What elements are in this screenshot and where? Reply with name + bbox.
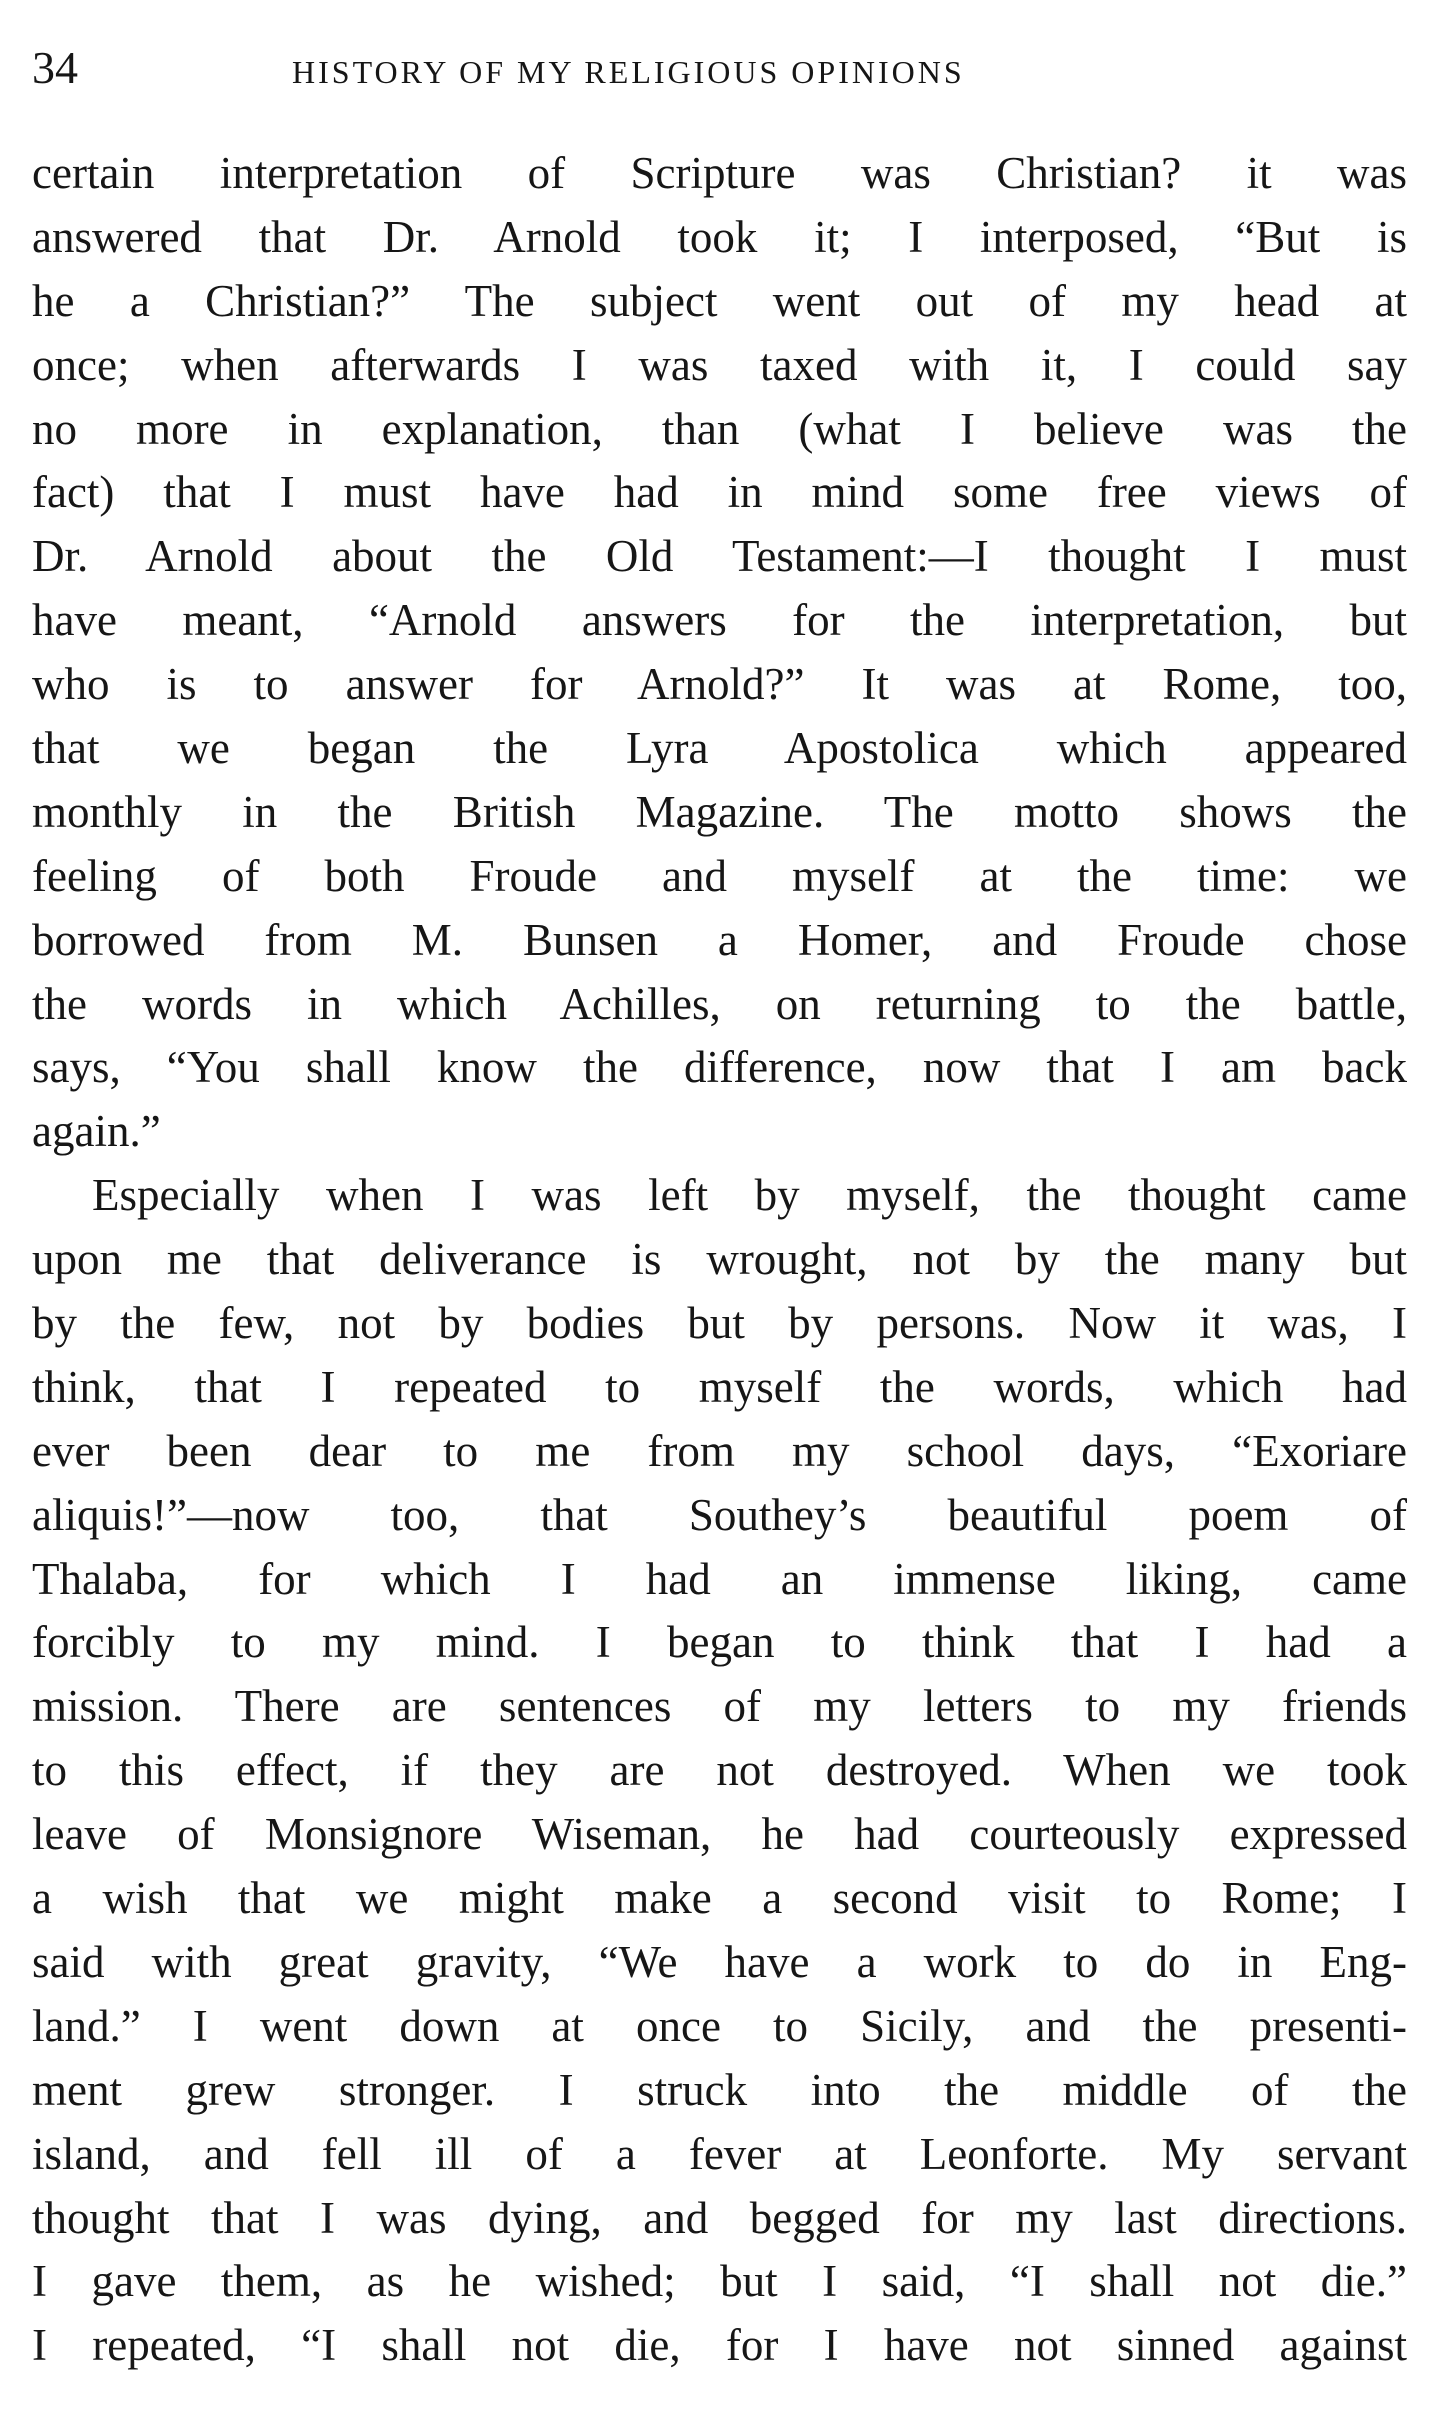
text-line: thought that I was dying, and begged for my last directions. (32, 2192, 1407, 2243)
text-line: feeling of both Froude and myself at the time: we (32, 850, 1407, 901)
text-line: leave of Monsignore Wiseman, he had courteously expressed (32, 1809, 1407, 1860)
text-line: again.” (32, 1106, 161, 1157)
text-line: island, and fell ill of a fever at Leonforte. My servant (32, 2128, 1407, 2179)
text-line: ment grew stronger. I struck into the middle of the (32, 2064, 1407, 2115)
text-line: monthly in the British Magazine. The motto shows the (32, 786, 1407, 837)
text-line: said with great gravity, “We have a work to do in Eng- (32, 1936, 1407, 1987)
paragraph-1 (32, 142, 1407, 1164)
text-line: have meant, “Arnold answers for the interpretation, but (32, 595, 1407, 646)
text-line: forcibly to my mind. I began to think that I had a (32, 1617, 1407, 1668)
text-line: a wish that we might make a second visit to Rome; I (32, 1873, 1407, 1924)
text-line: certain interpretation of Scripture was Christian? it was (32, 148, 1407, 198)
text-line: I gave them, as he wished; but I said, “I shall not die.” (32, 2256, 1407, 2307)
text-line: land.” I went down at once to Sicily, and the presenti- (32, 2000, 1407, 2051)
text-line: fact) that I must have had in mind some free views of (32, 467, 1407, 518)
text-line: Especially when I was left by myself, the thought came (92, 1170, 1407, 1221)
text-line: ever been dear to me from my school days, “Exoriare (32, 1425, 1407, 1476)
text-line: Thalaba, for which I had an immense liking, came (32, 1553, 1407, 1604)
text-line: think, that I repeated to myself the words, which had (32, 1361, 1407, 1412)
running-head (32, 38, 1407, 98)
text-line: answered that Dr. Arnold took it; I interposed, “But is (32, 211, 1407, 262)
text-line: once; when afterwards I was taxed with it, I could say (32, 339, 1407, 390)
body-text (32, 142, 1407, 2378)
text-line: borrowed from M. Bunsen a Homer, and Froude chose (32, 914, 1407, 965)
text-line: Dr. Arnold about the Old Testament:—I thought I must (32, 531, 1407, 582)
text-line: aliquis!”—now too, that Southey’s beautiful poem of (32, 1489, 1407, 1540)
text-line: who is to answer for Arnold?” It was at Rome, too, (32, 659, 1407, 710)
text-line: by the few, not by bodies but by persons. Now it was, I (32, 1298, 1407, 1349)
text-line: no more in explanation, than (what I believe was the (32, 403, 1407, 454)
running-title: HISTORY OF MY RELIGIOUS OPINIONS (292, 54, 965, 90)
paragraph-2 (32, 1164, 1407, 2378)
text-line: upon me that deliverance is wrought, not by the many but (32, 1234, 1407, 1285)
text-line: says, “You shall know the difference, now that I am back (32, 1042, 1407, 1093)
text-line: I repeated, “I shall not die, for I have not sinned against (32, 2320, 1407, 2371)
text-line: that we began the Lyra Apostolica which appeared (32, 723, 1407, 774)
text-line: to this effect, if they are not destroyed. When we took (32, 1745, 1407, 1796)
text-line: the words in which Achilles, on returning to the battle, (32, 978, 1407, 1029)
text-line: he a Christian?” The subject went out of my head at (32, 275, 1407, 326)
text-line: mission. There are sentences of my letters to my friends (32, 1681, 1407, 1732)
page-number: 34 (32, 42, 78, 93)
